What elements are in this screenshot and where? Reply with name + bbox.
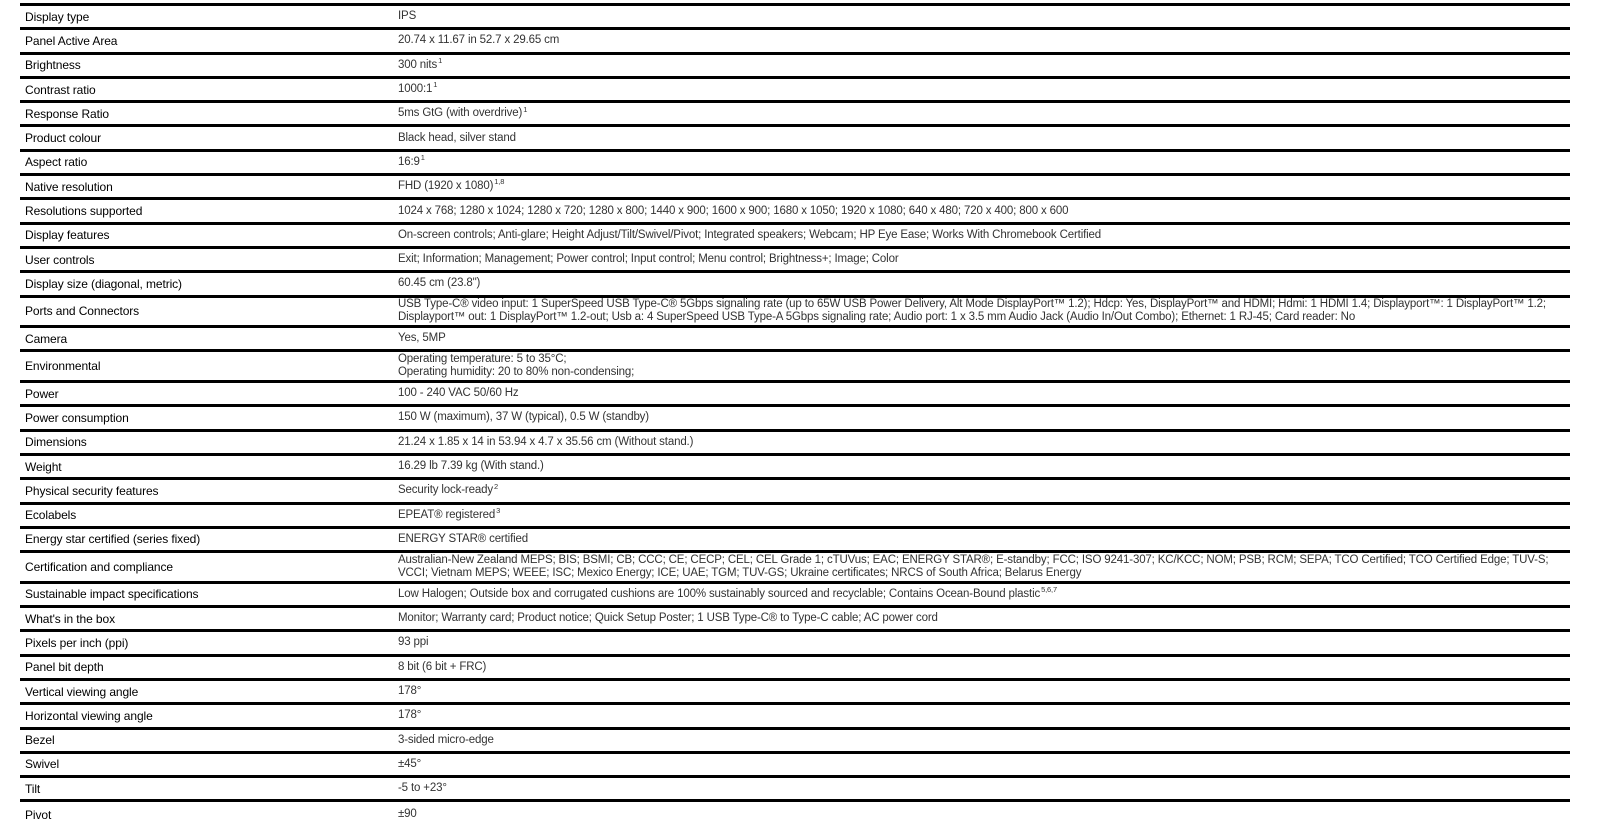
spec-value-text: ENERGY STAR® certified <box>398 532 529 545</box>
spec-label: Aspect ratio <box>25 155 88 170</box>
spec-label: Physical security features <box>25 483 159 498</box>
spec-label: Display size (diagonal, metric) <box>25 276 182 291</box>
footnote-ref: 1,8 <box>494 177 505 187</box>
spec-value-text: ±90 <box>398 808 417 821</box>
spec-value <box>398 387 1570 400</box>
spec-value <box>398 808 1570 821</box>
spec-value <box>398 685 1570 698</box>
spec-label: Swivel <box>25 757 60 772</box>
spec-value <box>398 277 1570 290</box>
spec-value-text: 5ms GtG (with overdrive) <box>398 107 523 120</box>
spec-label: Sustainable impact specifications <box>25 587 199 602</box>
spec-label: Brightness <box>25 58 81 73</box>
spec-value-text: 1024 x 768; 1280 x 1024; 1280 x 720; 1280 x 800; 1440 x 900; 1600 x 900; 1680 x 1050; 1920 x 1080; 640 x 480; 720 x 400; 800 x 600 <box>398 204 1069 217</box>
spec-value <box>398 177 1570 193</box>
spec-label: Power <box>25 386 59 401</box>
spec-value-text: 21.24 x 1.85 x 14 in 53.94 x 4.7 x 35.56 cm (Without stand.) <box>398 435 694 448</box>
spec-value-text: -5 to +23° <box>398 782 447 795</box>
spec-row-weight <box>20 456 1570 480</box>
spec-row-power-consumption <box>20 407 1570 431</box>
spec-value-text: 178° <box>398 685 422 698</box>
spec-value <box>398 411 1570 424</box>
spec-value-text: EPEAT® registered <box>398 508 496 521</box>
spec-value <box>398 253 1570 266</box>
footnote-ref: 1 <box>420 153 425 163</box>
spec-row-aspect-ratio <box>20 152 1570 176</box>
spec-row-resolutions-supported <box>20 200 1570 224</box>
spec-row-contrast-ratio <box>20 79 1570 103</box>
spec-value <box>398 585 1570 601</box>
spec-label: Certification and compliance <box>25 559 173 574</box>
spec-value <box>398 298 1570 324</box>
spec-value-text: USB Type-C® video input: 1 SuperSpeed USB Type-C® 5Gbps signaling rate (up to 65W USB Power Delivery, Alt Mode DisplayPort™ 1.2); Hdcp: Yes, DisplayPort™ and HDMI; Hdmi: 1 HDMI 1.4; Displayport™: 1 DisplayPort™ 1.2; Displayport™ out: 1 DisplayPort™ 1.2-out; Usb a: 4 SuperSpeed USB Type-A 5Gbps signaling rate; Audio port: 1 x 3.5 mm Audio Jack (Audio In/Out Combo); Ethernet: 1 RJ-45; Card reader: No <box>398 298 1546 324</box>
spec-value <box>398 460 1570 473</box>
spec-value-text: 150 W (maximum), 37 W (typical), 0.5 W (standby) <box>398 411 649 424</box>
spec-row-dimensions <box>20 432 1570 456</box>
spec-value <box>398 782 1570 795</box>
spec-value <box>398 132 1570 145</box>
spec-label: Response Ratio <box>25 106 109 121</box>
spec-label: Power consumption <box>25 410 129 425</box>
spec-value <box>398 10 1570 23</box>
spec-row-brightness <box>20 55 1570 79</box>
spec-value <box>398 436 1570 449</box>
spec-row-ecolabels <box>20 505 1570 529</box>
footnote-ref: 1 <box>433 80 438 90</box>
spec-label: Horizontal viewing angle <box>25 708 153 723</box>
spec-label: Camera <box>25 331 68 346</box>
spec-value-text: On-screen controls; Anti-glare; Height Adjust/Tilt/Swivel/Pivot; Integrated speakers; Webcam; HP Eye Ease; Works With Chromebook Certified <box>398 228 1102 241</box>
spec-row-response-ratio <box>20 103 1570 127</box>
spec-label: What's in the box <box>25 611 115 626</box>
spec-value-text: Australian-New Zealand MEPS; BIS; BSMI; CB; CCC; CE; CECP; CEL; CEL Grade 1; cTUVus; EAC; ENERGY STAR®; E-standby; FCC; ISO 9241-307; KC/KCC; NOM; PSB; RCM; SEPA; TCO Certified; TCO Certified Edge; TUV-S; VCCI; Vietnam MEPS; WEEE; ISC; Mexico Energy; ICE; UAE; TGM; TUV-GS; Ukraine certificates; NRCS of South Africa; Belarus Energy <box>398 553 1549 579</box>
spec-value-text: 16:9 <box>398 155 420 168</box>
spec-label: Panel bit depth <box>25 660 104 675</box>
footnote-ref: 2 <box>493 481 498 491</box>
spec-value-text: 93 ppi <box>398 636 429 649</box>
spec-row-vertical-viewing-angle <box>20 681 1570 705</box>
spec-label: Native resolution <box>25 179 113 194</box>
spec-value <box>398 554 1570 580</box>
spec-label: Bezel <box>25 733 55 748</box>
spec-value-text: 20.74 x 11.67 in 52.7 x 29.65 cm <box>398 34 560 47</box>
spec-label: Environmental <box>25 359 101 374</box>
spec-value <box>398 34 1570 47</box>
spec-row-camera <box>20 328 1570 352</box>
spec-row-panel-bit-depth <box>20 657 1570 681</box>
spec-value <box>398 612 1570 625</box>
spec-value <box>398 709 1570 722</box>
spec-value-text: 3-sided micro-edge <box>398 733 494 746</box>
spec-row-pixels-per-inch <box>20 632 1570 656</box>
spec-value-text: 100 - 240 VAC 50/60 Hz <box>398 387 519 400</box>
spec-label: Display type <box>25 9 90 24</box>
spec-row-native-resolution <box>20 176 1570 200</box>
spec-label: Weight <box>25 459 62 474</box>
spec-row-horizontal-viewing-angle <box>20 705 1570 729</box>
spec-row-energy-star <box>20 529 1570 553</box>
spec-value <box>398 205 1570 218</box>
spec-value-line-2: Operating humidity: 20 to 80% non-condensing; <box>398 366 635 379</box>
spec-value <box>398 661 1570 674</box>
spec-value-text: Yes, 5MP <box>398 332 446 345</box>
spec-label: Tilt <box>25 781 41 796</box>
spec-value <box>398 481 1570 497</box>
spec-row-certification <box>20 553 1570 584</box>
spec-value-text: 8 bit (6 bit + FRC) <box>398 660 487 673</box>
spec-label: Pixels per inch (ppi) <box>25 635 129 650</box>
spec-value-line-1: Operating temperature: 5 to 35°C; <box>398 353 567 366</box>
spec-row-environmental <box>20 352 1570 383</box>
spec-label: Display features <box>25 228 110 243</box>
spec-value-text: FHD (1920 x 1080) <box>398 180 494 193</box>
spec-row-power <box>20 383 1570 407</box>
spec-value-text: Exit; Information; Management; Power control; Input control; Menu control; Brightness+; Image; Color <box>398 253 899 266</box>
spec-label: Contrast ratio <box>25 82 96 97</box>
spec-value-text: 16.29 lb 7.39 kg (With stand.) <box>398 460 544 473</box>
footnote-ref: 3 <box>496 505 501 515</box>
spec-value-text: Black head, silver stand <box>398 131 516 144</box>
footnote-ref: 5,6,7 <box>1041 585 1058 595</box>
spec-label: Panel Active Area <box>25 33 118 48</box>
spec-value <box>398 734 1570 747</box>
spec-row-panel-active-area <box>20 30 1570 54</box>
spec-value <box>398 758 1570 771</box>
spec-value <box>398 353 1570 379</box>
spec-row-tilt <box>20 778 1570 802</box>
spec-row-pivot <box>20 802 1570 826</box>
spec-row-bezel <box>20 730 1570 754</box>
spec-value-text: 178° <box>398 709 422 722</box>
spec-value-text: 1000:1 <box>398 83 433 96</box>
spec-label: Ports and Connectors <box>25 304 140 319</box>
spec-value-text: 60.45 cm (23.8") <box>398 277 481 290</box>
spec-value <box>398 80 1570 96</box>
spec-row-display-type <box>20 6 1570 30</box>
spec-row-display-size <box>20 273 1570 297</box>
spec-label: Energy star certified (series fixed) <box>25 532 201 547</box>
spec-row-user-controls <box>20 249 1570 273</box>
spec-value-text: Monitor; Warranty card; Product notice; Quick Setup Poster; 1 USB Type-C® to Type-C cable; AC power cord <box>398 612 938 625</box>
spec-row-product-colour <box>20 127 1570 151</box>
footnote-ref: 1 <box>523 104 528 114</box>
spec-row-ports-and-connectors <box>20 298 1570 329</box>
spec-value-text: Security lock-ready <box>398 484 493 497</box>
spec-row-whats-in-the-box <box>20 608 1570 632</box>
spec-value <box>398 533 1570 546</box>
spec-row-display-features <box>20 225 1570 249</box>
spec-label: User controls <box>25 252 95 267</box>
spec-value <box>398 55 1570 72</box>
spec-label: Vertical viewing angle <box>25 684 139 699</box>
spec-row-swivel <box>20 754 1570 778</box>
footnote-ref: 1 <box>438 55 443 65</box>
spec-row-sustainable-impact <box>20 584 1570 608</box>
spec-row-physical-security <box>20 480 1570 504</box>
spec-label: Dimensions <box>25 435 87 450</box>
spec-value <box>398 229 1570 242</box>
spec-label: Resolutions supported <box>25 204 143 219</box>
spec-value <box>398 332 1570 345</box>
spec-label: Pivot <box>25 807 52 822</box>
spec-value <box>398 153 1570 169</box>
spec-value <box>398 505 1570 522</box>
spec-value-text: 300 nits <box>398 58 438 71</box>
spec-value <box>398 636 1570 649</box>
spec-label: Product colour <box>25 131 101 146</box>
spec-table <box>20 3 1570 827</box>
spec-value <box>398 104 1570 120</box>
spec-value-text: IPS <box>398 10 417 23</box>
spec-value-text: Low Halogen; Outside box and corrugated cushions are 100% sustainably sourced and recyclable; Contains Ocean-Bound plastic <box>398 587 1041 600</box>
spec-value-text: ±45° <box>398 757 422 770</box>
spec-label: Ecolabels <box>25 508 77 523</box>
